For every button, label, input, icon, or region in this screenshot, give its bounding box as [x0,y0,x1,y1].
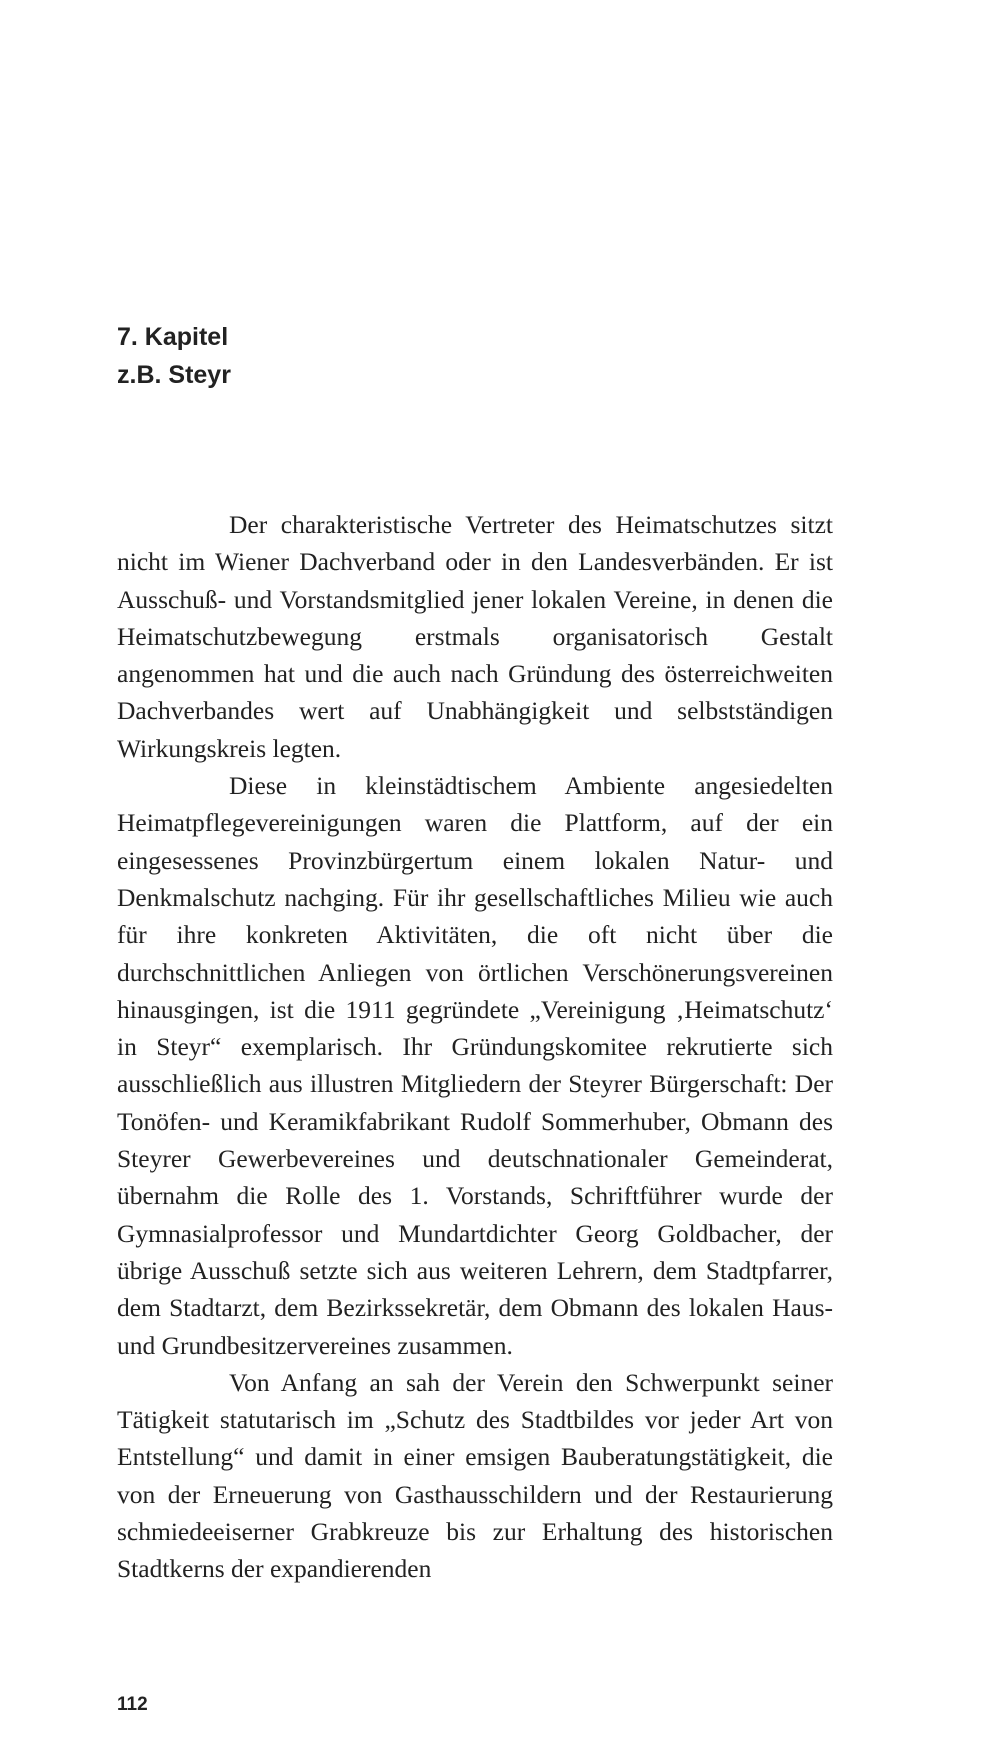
paragraph-1: Der charakteristische Vertreter des Heimatschutzes sitzt nicht im Wiener Dachverband oder in den Landesverbänden. Er ist Ausschuß- und Vorstandsmitglied jener lokalen Vereine, in denen die Heimatschutzbewegung erstmals organisatorisch Gestalt angenommen hat und die auch nach Gründung des österreichweiten Dachverbandes wert auf Unabhängigkeit und selbstständigen Wirkungskreis legten. [117,510,833,763]
paragraph-3: Von Anfang an sah der Verein den Schwerpunkt seiner Tätigkeit statutarisch im „Schutz des Stadtbildes vor jeder Art von Entstellung“ und damit in einer emsigen Bauberatungstätigkeit, die von der Erneuerung von Gasthausschildern und der Restaurierung schmiedeeiserner Grabkreuze bis zur Erhaltung des historischen Stadtkerns der expandierenden [117,1367,833,1584]
body-text [117,506,833,1588]
page-number: 112 [117,1694,148,1715]
chapter-heading [117,318,231,394]
paragraph-2: Diese in kleinstädtischem Ambiente angesiedelten Heimatpflegevereinigungen waren die Plattform, auf der ein eingesessenes Provinzbürgertum einem lokalen Natur- und Denkmalschutz nachging. Für ihr gesellschaftliches Milieu wie auch für ihre konkreten Aktivitäten, die oft nicht über die durchschnittlichen Anliegen von örtlichen Verschönerungsvereinen hinausgingen, ist die 1911 gegründete „Vereinigung ‚Heimatschutz‘ in Steyr“ exemplarisch. Ihr Gründungskomitee rekrutierte sich ausschließlich aus illustren Mitgliedern der Steyrer Bürgerschaft: Der Tonöfen- und Keramikfabrikant Rudolf Sommerhuber, Obmann des Steyrer Gewerbevereines und deutschnationaler Gemeinderat, übernahm die Rolle des 1. Vorstands, Schriftführer wurde der Gymnasialprofessor und Mundartdichter Georg Goldbacher, der übrige Ausschuß setzte sich aus weiteren Lehrern, dem Stadtpfarrer, dem Stadtarzt, dem Bezirkssekretär, dem Obmann des lokalen Haus- und Grundbesitzervereines zusammen. [117,771,833,1360]
chapter-label: 7. Kapitel [117,323,229,351]
chapter-title: z.B. Steyr [117,361,231,389]
